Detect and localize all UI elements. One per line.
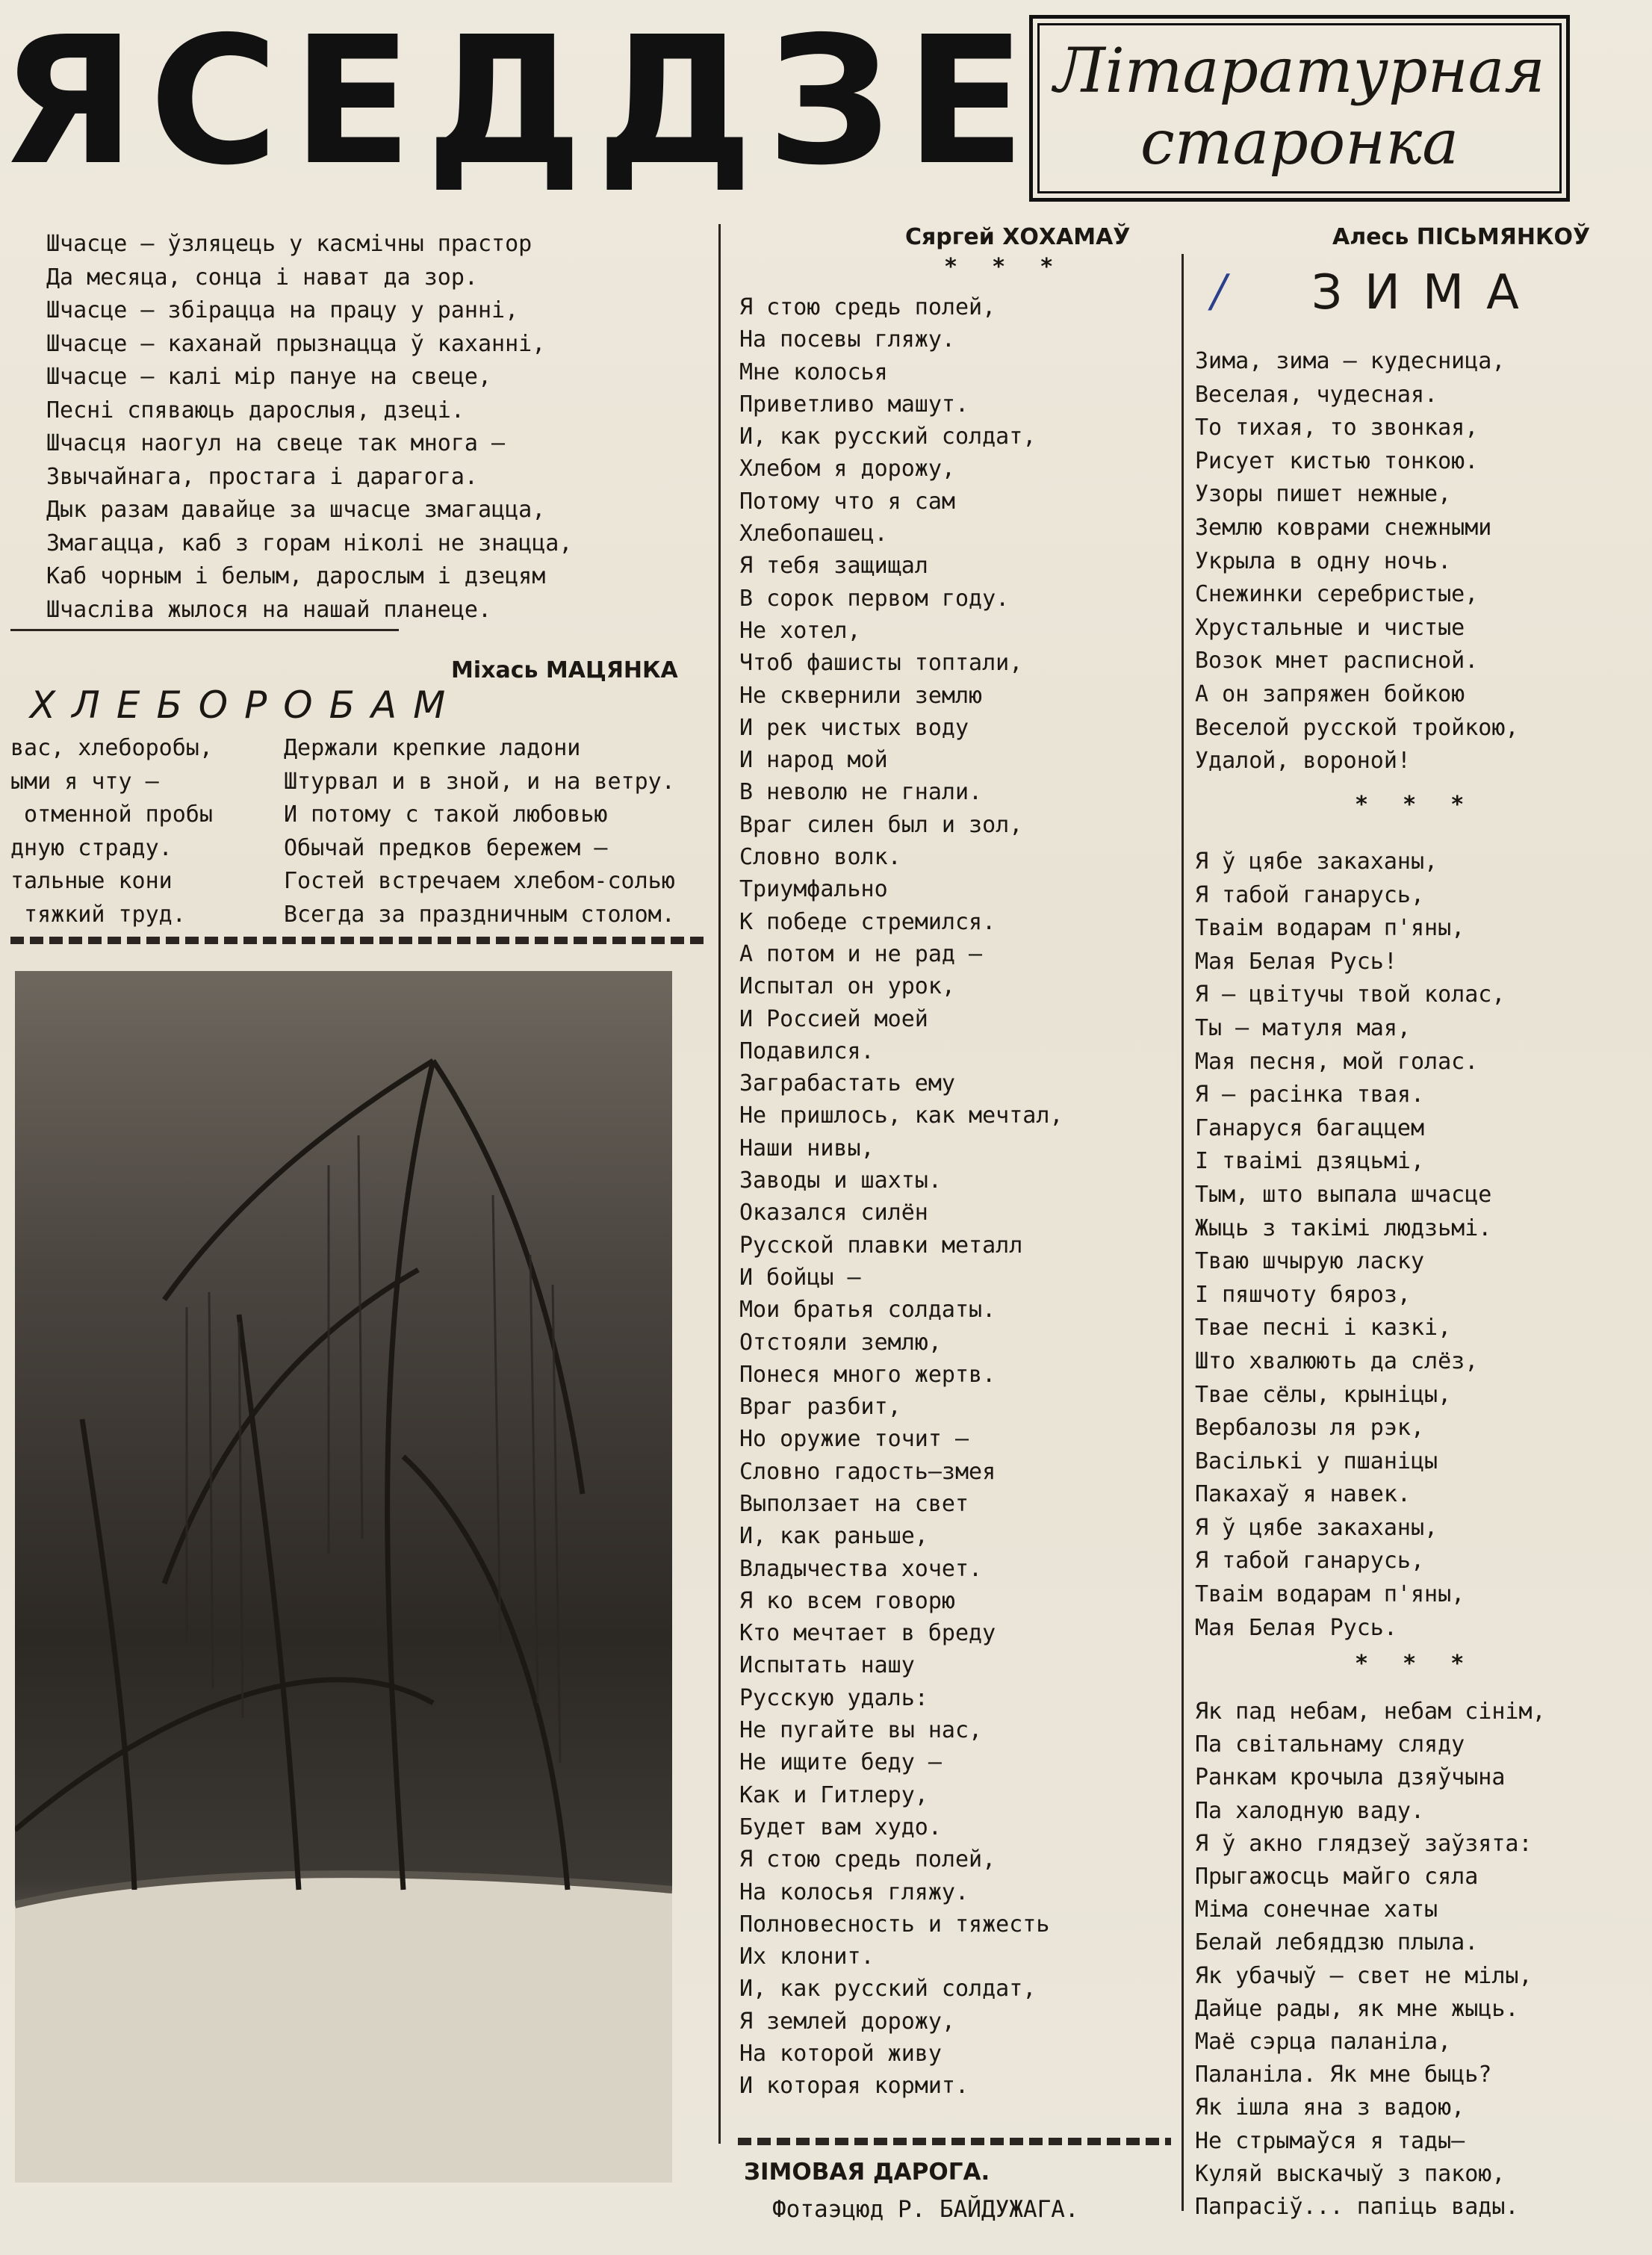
poem-line: Мая песня, мой голас.	[1195, 1048, 1479, 1075]
poem-line: вас, хлеборобы,	[10, 735, 213, 761]
poem-line: Не пугайте вы нас,	[739, 1717, 983, 1744]
poem-line: тальные кони	[10, 868, 173, 894]
poem-line: Шчасце — калі мір пануе на свеце,	[46, 364, 492, 390]
stars-separator: * * *	[1355, 792, 1475, 818]
poem-line: Змагацца, каб з горам ніколі не знацца,	[46, 530, 573, 556]
section-heading-line2: старонка	[1140, 108, 1459, 179]
poem-line: А он запряжен бойкою	[1195, 680, 1465, 707]
poem-line: Шчасце — збірацца на працу у ранні,	[46, 297, 519, 323]
poem-line: Тваім водарам п'яны,	[1195, 915, 1465, 942]
poem-line: Словно волк.	[739, 844, 901, 871]
poem-line: Дык разам давайце за шчасце змагацца,	[46, 497, 546, 523]
poem-line: Я ў цябе закаханы,	[1195, 1514, 1438, 1541]
poem-line: Як убачыў — свет не мілы,	[1195, 1962, 1533, 1989]
poem-line: К победе стремился.	[739, 908, 996, 935]
poem-line: И Россией моей	[739, 1005, 928, 1032]
poem-author: Алесь ПІСЬМЯНКОЎ	[1332, 224, 1591, 250]
poem-line: В неволю не гнали.	[739, 779, 983, 806]
poem-line: И рек чистых воду	[739, 714, 969, 741]
wavy-divider	[738, 2138, 1171, 2145]
poem-line: Міма сонечнае хаты	[1195, 1896, 1438, 1923]
masthead-title: ЯСЕДДЗЕ	[0, 0, 1040, 204]
poem-line: Мои братья солдаты.	[739, 1297, 996, 1324]
poem-line: Прыгажосць майго сяла	[1195, 1864, 1479, 1890]
poem-line: Обычай предков бережем —	[284, 834, 608, 861]
poem-author: Міхась МАЦЯНКА	[451, 657, 678, 683]
photo-caption-title: ЗІМОВАЯ ДАРОГА.	[744, 2159, 990, 2186]
poem-line: В сорок первом году.	[739, 585, 1010, 612]
poem-line: Вербалозы ля рэк,	[1195, 1415, 1425, 1442]
poem-line: Тваю шчырую ласку	[1195, 1248, 1425, 1275]
poem-line: Хрустальные и чистые	[1195, 614, 1465, 641]
poem-column	[10, 732, 213, 931]
poem-column	[284, 732, 675, 931]
poem-line: Держали крепкие ладони	[284, 735, 581, 761]
poem-line: Я стою средь полей,	[739, 1846, 996, 1873]
poem-line: Звычайнага, простага і дарагога.	[46, 463, 478, 490]
poem-line: Подавился.	[739, 1037, 875, 1064]
poem-line: На колосья гляжу.	[739, 1879, 969, 1905]
poem-line: Их клонит.	[739, 1944, 875, 1970]
wavy-divider	[10, 937, 705, 944]
poem-line: И народ мой	[739, 747, 888, 774]
poem-line: Не стрымаўся я тады—	[1195, 2127, 1465, 2154]
poem-line: Как и Гитлеру,	[739, 1781, 928, 1808]
poem-line: Я — цвітучы твой колас,	[1195, 981, 1506, 1008]
poem-line: Папрасіў... папіць вады.	[1195, 2194, 1519, 2221]
poem-line: Твае песні і казкі,	[1195, 1315, 1452, 1341]
poem-line: Па світальнаму сляду	[1195, 1731, 1465, 1758]
poem-line: Веселой русской тройкою,	[1195, 714, 1519, 741]
poem-winter	[1195, 345, 1518, 778]
column-divider	[1181, 254, 1184, 2211]
poem-line: Васількі у пшаніцы	[1195, 1448, 1438, 1474]
poem-line: Ганаруся багаццем	[1195, 1114, 1425, 1141]
poem-line: Шчасце — ўзляцець у касмічны прастор	[46, 231, 532, 257]
poem-line: Я ў акно глядзеў заўзята:	[1195, 1830, 1533, 1857]
poem-line: Тым, што выпала шчасце	[1195, 1181, 1492, 1208]
poem-line: I пяшчоту бяроз,	[1195, 1281, 1411, 1308]
poem-line: Дайце рады, як мне жыць.	[1195, 1995, 1519, 2022]
poem-line: Каб чорным і белым, дарослым і дзецям	[46, 563, 546, 589]
poem-line: Белай лебяддзю плыла.	[1195, 1929, 1479, 1956]
poem-line: Куляй выскачыў з пакою,	[1195, 2160, 1506, 2187]
poem-line: И, как русский солдат,	[739, 1976, 1037, 2003]
poem-line: Хлебопашец.	[739, 521, 888, 548]
poem-line: Заграбастать ему	[739, 1070, 955, 1097]
poem-line: Владычества хочет.	[739, 1555, 983, 1582]
poem-line: Отстояли землю,	[739, 1329, 942, 1356]
poem-line: Як ішла яна з вадою,	[1195, 2094, 1465, 2121]
poem-line: Хлебом я дорожу,	[739, 456, 955, 483]
poem-line: Гостей встречаем хлебом-солью	[284, 868, 675, 894]
poem-line: Приветливо машут.	[739, 391, 969, 418]
poem-line: Враг разбит,	[739, 1394, 901, 1421]
poem-field	[739, 291, 1063, 2103]
poem-line: Словно гадость—змея	[739, 1458, 996, 1485]
poem-line: Што хвалюють да слёз,	[1195, 1347, 1479, 1374]
poem-line: Потому что я сам	[739, 488, 955, 515]
poem-line: Мне колосья	[739, 359, 888, 385]
poem-line: Триумфально	[739, 876, 888, 903]
poem-happiness	[46, 228, 572, 627]
stars-separator: * * *	[944, 254, 1064, 280]
poem-line: Не ищите беду —	[739, 1749, 942, 1776]
poem-line: Як пад небам, небам сінім,	[1195, 1699, 1546, 1725]
poem-line: Я тебя защищал	[739, 553, 928, 580]
poem-line: Всегда за праздничным столом.	[284, 901, 675, 928]
poem-title: ЗИМА	[1311, 265, 1541, 320]
poem-line: Укрыла в одну ночь.	[1195, 548, 1452, 574]
poem-line: Веселая, чудесная.	[1195, 381, 1438, 408]
poem-line: Я ко всем говорю	[739, 1587, 955, 1614]
poem-line: тяжкий труд.	[10, 901, 186, 928]
poem-line: Мая Белая Русь.	[1195, 1614, 1397, 1641]
poem-line: Маё сэрца паланіла,	[1195, 2029, 1452, 2056]
poem-line: Оказался силён	[739, 1200, 928, 1226]
poem-line: Узоры пишет нежные,	[1195, 481, 1452, 508]
poem-belarus	[1195, 846, 1505, 1645]
poem-line: Я — расінка твая.	[1195, 1082, 1425, 1108]
section-heading	[1037, 23, 1562, 193]
poem-line: Русскую удаль:	[739, 1684, 928, 1711]
poem-line: Я ў цябе закаханы,	[1195, 849, 1438, 875]
poem-line: Да месяца, сонца і нават да зор.	[46, 264, 478, 291]
poem-line: Ты — матуля мая,	[1195, 1014, 1411, 1041]
poem-line: Заводы и шахты.	[739, 1167, 942, 1194]
poem-line: Мая Белая Русь!	[1195, 948, 1397, 975]
poem-line: дную страду.	[10, 834, 173, 861]
poem-line: Испытал он урок,	[739, 973, 955, 1000]
poem-line: Жыць з такімі людзьмі.	[1195, 1215, 1492, 1241]
poem-line: I тваімі дзяцьмі,	[1195, 1148, 1425, 1175]
photo-caption-credit: Фотаэцюд Р. БАЙДУЖАГА.	[772, 2196, 1079, 2223]
poem-line: Снежинки серебристые,	[1195, 581, 1479, 608]
poem-line: И, как раньше,	[739, 1523, 928, 1550]
poem-line: Будет вам худо.	[739, 1814, 942, 1840]
poem-line: Я стою средь полей,	[739, 294, 996, 320]
poem-line: Враг силен был и зол,	[739, 811, 1023, 838]
poem-line: Я землей дорожу,	[739, 2008, 955, 2035]
column-divider	[718, 224, 721, 2144]
poem-line: Зима, зима — кудесница,	[1195, 348, 1506, 374]
poem-line: Землю коврами снежными	[1195, 514, 1492, 541]
poem-line: Песні спяваюць дарослыя, дзеці.	[46, 397, 465, 424]
poem-line: Полновесность и тяжесть	[739, 1911, 1050, 1938]
poem-line: Не сквернили землю	[739, 682, 983, 709]
poem-line: И потому с такой любовью	[284, 801, 608, 828]
poem-line: Удалой, вороной!	[1195, 748, 1411, 775]
poem-line: На которой живу	[739, 2041, 942, 2068]
stars-separator: * * *	[1355, 1651, 1475, 1677]
poem-line: ыми я чту —	[10, 768, 159, 795]
poem-line: Шчаслiва жылося на нашай планеце.	[46, 596, 492, 623]
poem-line: Выползает на свет	[739, 1490, 969, 1517]
poem-line: На посевы гляжу.	[739, 326, 955, 353]
pen-mark: /	[1211, 265, 1227, 317]
poem-line: Паланіла. Як мне быць?	[1195, 2062, 1492, 2088]
winter-road-photo	[15, 971, 672, 2183]
poem-girl	[1195, 1696, 1546, 2224]
poem-line: То тихая, то звонкая,	[1195, 415, 1479, 441]
poem-line: Я табой ганарусь,	[1195, 881, 1425, 908]
poem-line: отменной пробы	[10, 801, 213, 828]
section-heading-line1: Літаратурная	[1054, 36, 1545, 107]
poem-line: Тваім водарам п'яны,	[1195, 1581, 1465, 1608]
poem-line: И которая кормит.	[739, 2073, 969, 2100]
poem-line: Я табой ганарусь,	[1195, 1548, 1425, 1575]
poem-line: Понеся много жертв.	[739, 1361, 996, 1388]
poem-line: Не пришлось, как мечтал,	[739, 1102, 1063, 1129]
poem-line: Кто мечтает в бреду	[739, 1620, 996, 1647]
poem-line: Чтоб фашисты топтали,	[739, 650, 1023, 677]
poem-author: Сяргей ХОХАМАЎ	[905, 224, 1131, 250]
poem-line: Не хотел,	[739, 617, 861, 644]
poem-line: А потом и не рад —	[739, 940, 983, 967]
poem-line: Шчасця наогул на свеце так многа —	[46, 430, 506, 456]
poem-line: Русской плавки металл	[739, 1232, 1023, 1259]
poem-line: Пакахаў я навек.	[1195, 1481, 1411, 1508]
poem-line: Наши нивы,	[739, 1135, 875, 1161]
poem-line: Ранкам крочыла дзяўчына	[1195, 1764, 1506, 1791]
poem-line: Возок мнет расписной.	[1195, 648, 1479, 674]
poem-line: Твае сёлы, крыніцы,	[1195, 1381, 1452, 1408]
poem-line: И бойцы —	[739, 1264, 861, 1291]
poem-line: Испытать нашу	[739, 1652, 915, 1679]
poem-line: И, как русский солдат,	[739, 424, 1037, 450]
poem-line: Штурвал и в зной, и на ветру.	[284, 768, 675, 795]
photo-illustration	[15, 971, 672, 2183]
poem-line: Па халодную ваду.	[1195, 1797, 1425, 1824]
divider	[10, 629, 399, 631]
poem-line: Рисует кистью тонкою.	[1195, 447, 1479, 474]
poem-line: Но оружие точит —	[739, 1426, 969, 1453]
poem-line: Шчасце — каханай прызнацца ў каханні,	[46, 330, 546, 357]
section-heading-box	[1029, 15, 1570, 202]
poem-title: ХЛЕБОРОБАМ	[30, 683, 462, 727]
